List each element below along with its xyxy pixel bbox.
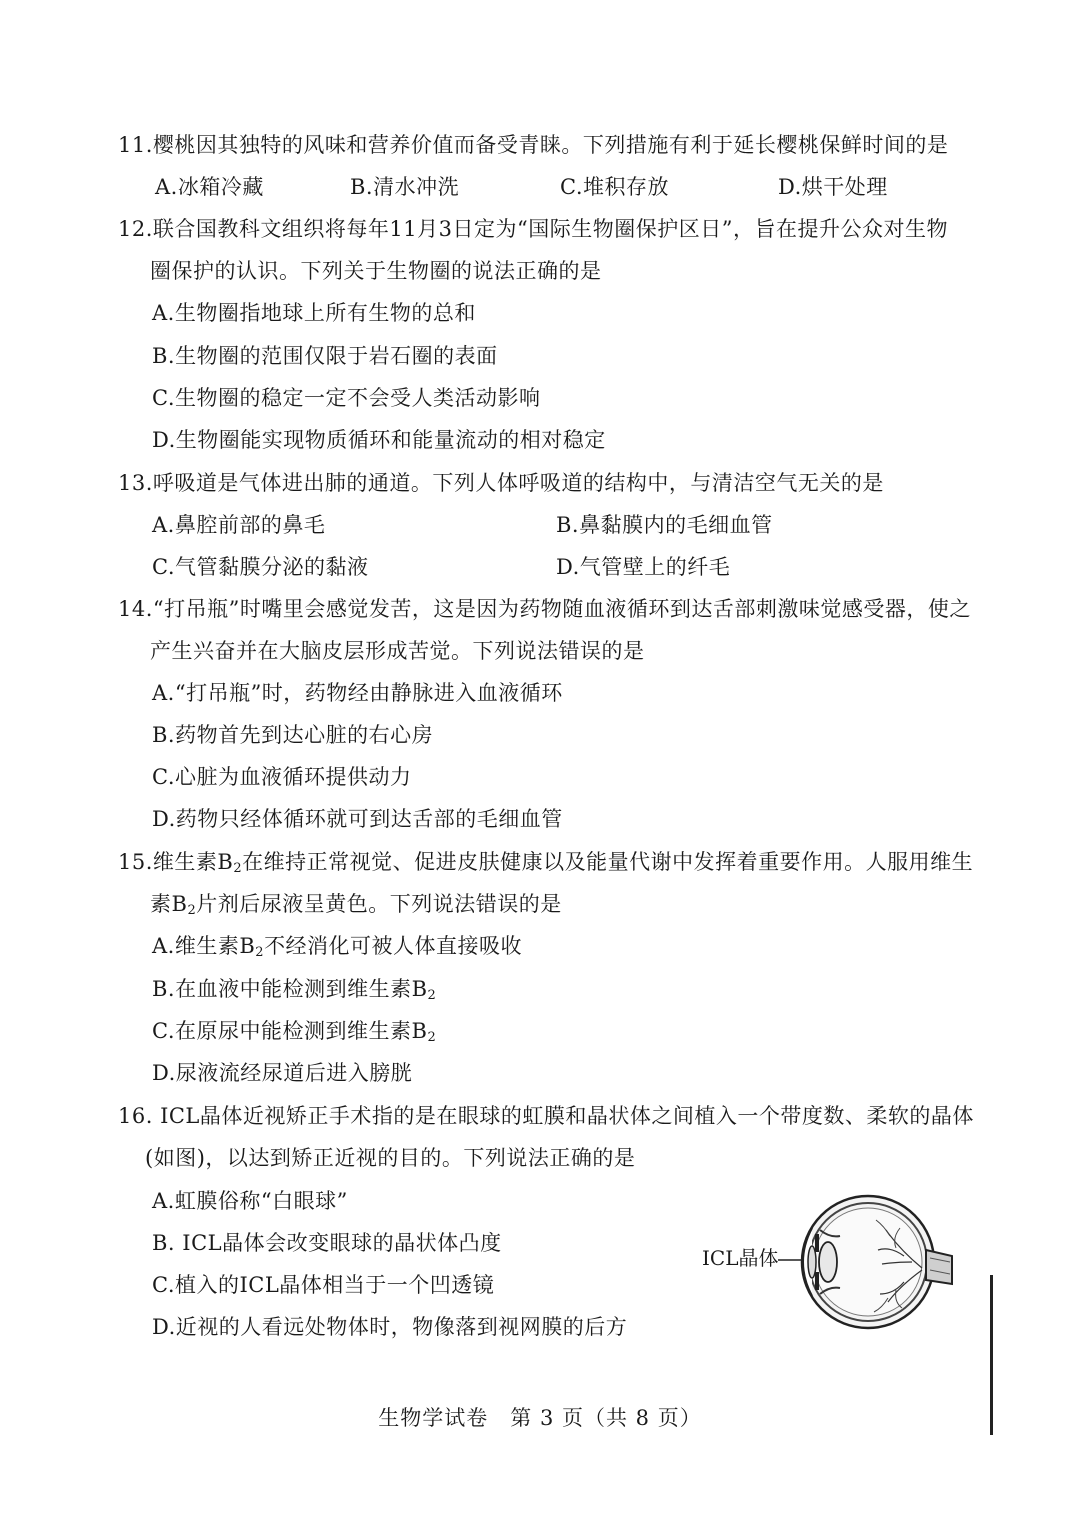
question-16-stem-cont: (如图)，以达到矫正近视的目的。下列说法正确的是 — [145, 1146, 636, 1170]
question-11-stem: 11.樱桃因其独特的风味和营养价值而备受青睐。下列措施有利于延长樱桃保鲜时间的是 — [118, 133, 949, 157]
q15-optc-subscript: 2 — [427, 1030, 437, 1045]
page-footer: 生物学试卷 第 3 页（共 8 页） — [378, 1406, 702, 1430]
question-14-stem-cont: 产生兴奋并在大脑皮层形成苦觉。下列说法错误的是 — [150, 639, 645, 663]
question-16-option-a: A.虹膜俗称“白眼球” — [152, 1189, 348, 1213]
q15-opta-subscript: 2 — [255, 945, 265, 960]
q15-opta-part1: A.维生素B — [152, 934, 256, 958]
question-13-stem: 13.呼吸道是气体进出肺的通道。下列人体呼吸道的结构中，与清洁空气无关的是 — [118, 471, 884, 495]
question-16-option-c: C.植入的ICL晶体相当于一个凹透镜 — [152, 1273, 495, 1297]
question-16-option-d: D.近视的人看远处物体时，物像落到视网膜的后方 — [152, 1315, 628, 1339]
question-13-option-c: C.气管黏膜分泌的黏液 — [152, 555, 369, 579]
question-13-option-b: B.鼻黏膜内的毛细血管 — [556, 513, 773, 537]
question-13-option-a: A.鼻腔前部的鼻毛 — [152, 513, 326, 537]
q15-optc-text: C.在原尿中能检测到维生素B — [152, 1019, 428, 1043]
question-15-option-b — [152, 974, 436, 1004]
q15-optb-text: B.在血液中能检测到维生素B — [152, 977, 428, 1001]
question-14-option-d: D.药物只经体循环就可到达舌部的毛细血管 — [152, 807, 563, 831]
eyeball-illustration — [690, 1190, 960, 1340]
question-13-option-d: D.气管壁上的纤毛 — [556, 555, 731, 579]
question-12-option-b: B.生物圈的范围仅限于岩石圈的表面 — [152, 344, 498, 368]
question-15-stem-cont — [150, 889, 562, 919]
question-12-option-a: A.生物圈指地球上所有生物的总和 — [152, 301, 476, 325]
question-11-option-b: B.清水冲洗 — [350, 175, 460, 199]
q15-stem-part1: 15.维生素B — [118, 850, 234, 874]
question-11-option-a: A.冰箱冷藏 — [155, 175, 264, 199]
question-12-stem: 12.联合国教科文组织将每年11月3日定为“国际生物圈保护区日”，旨在提升公众对生物 — [118, 217, 948, 241]
question-14-option-b: B.药物首先到达心脏的右心房 — [152, 723, 434, 747]
question-14-option-c: C.心脏为血液循环提供动力 — [152, 765, 412, 789]
eye-diagram — [690, 1190, 960, 1340]
question-15-option-c — [152, 1016, 436, 1046]
question-12-stem-cont: 圈保护的认识。下列关于生物圈的说法正确的是 — [150, 259, 602, 283]
question-12-option-d: D.生物圈能实现物质循环和能量流动的相对稳定 — [152, 428, 606, 452]
q15-stem-part2: 在维持正常视觉、促进皮肤健康以及能量代谢中发挥着重要作用。人服用维生 — [242, 850, 974, 874]
q15-stem-subscript: 2 — [233, 861, 243, 876]
question-15-option-d: D.尿液流经尿道后进入膀胱 — [152, 1061, 413, 1085]
q15-stem2-part1: 素B — [150, 892, 188, 916]
q15-stem2-part2: 片剂后尿液呈黄色。下列说法错误的是 — [196, 892, 562, 916]
question-11-option-d: D.烘干处理 — [778, 175, 888, 199]
question-16-stem: 16. ICL晶体近视矫正手术指的是在眼球的虹膜和晶状体之间植入一个带度数、柔软的晶体 — [118, 1104, 974, 1128]
q15-stem2-subscript: 2 — [187, 903, 197, 918]
question-14-stem: 14.“打吊瓶”时嘴里会感觉发苦，这是因为药物随血液循环到达舌部刺激味觉感受器，使之 — [118, 597, 971, 621]
question-15-option-a — [152, 931, 522, 961]
question-12-option-c: C.生物圈的稳定一定不会受人类活动影响 — [152, 386, 541, 410]
question-15-stem — [118, 847, 973, 877]
question-16-option-b: B. ICL晶体会改变眼球的晶状体凸度 — [152, 1231, 502, 1255]
icl-lens-label: ICL晶体 — [702, 1246, 779, 1270]
question-14-option-a: A.“打吊瓶”时，药物经由静脉进入血液循环 — [152, 681, 563, 705]
question-11-option-c: C.堆积存放 — [560, 175, 669, 199]
q15-optb-subscript: 2 — [427, 988, 437, 1003]
q15-opta-part2: 不经消化可被人体直接吸收 — [264, 934, 523, 958]
